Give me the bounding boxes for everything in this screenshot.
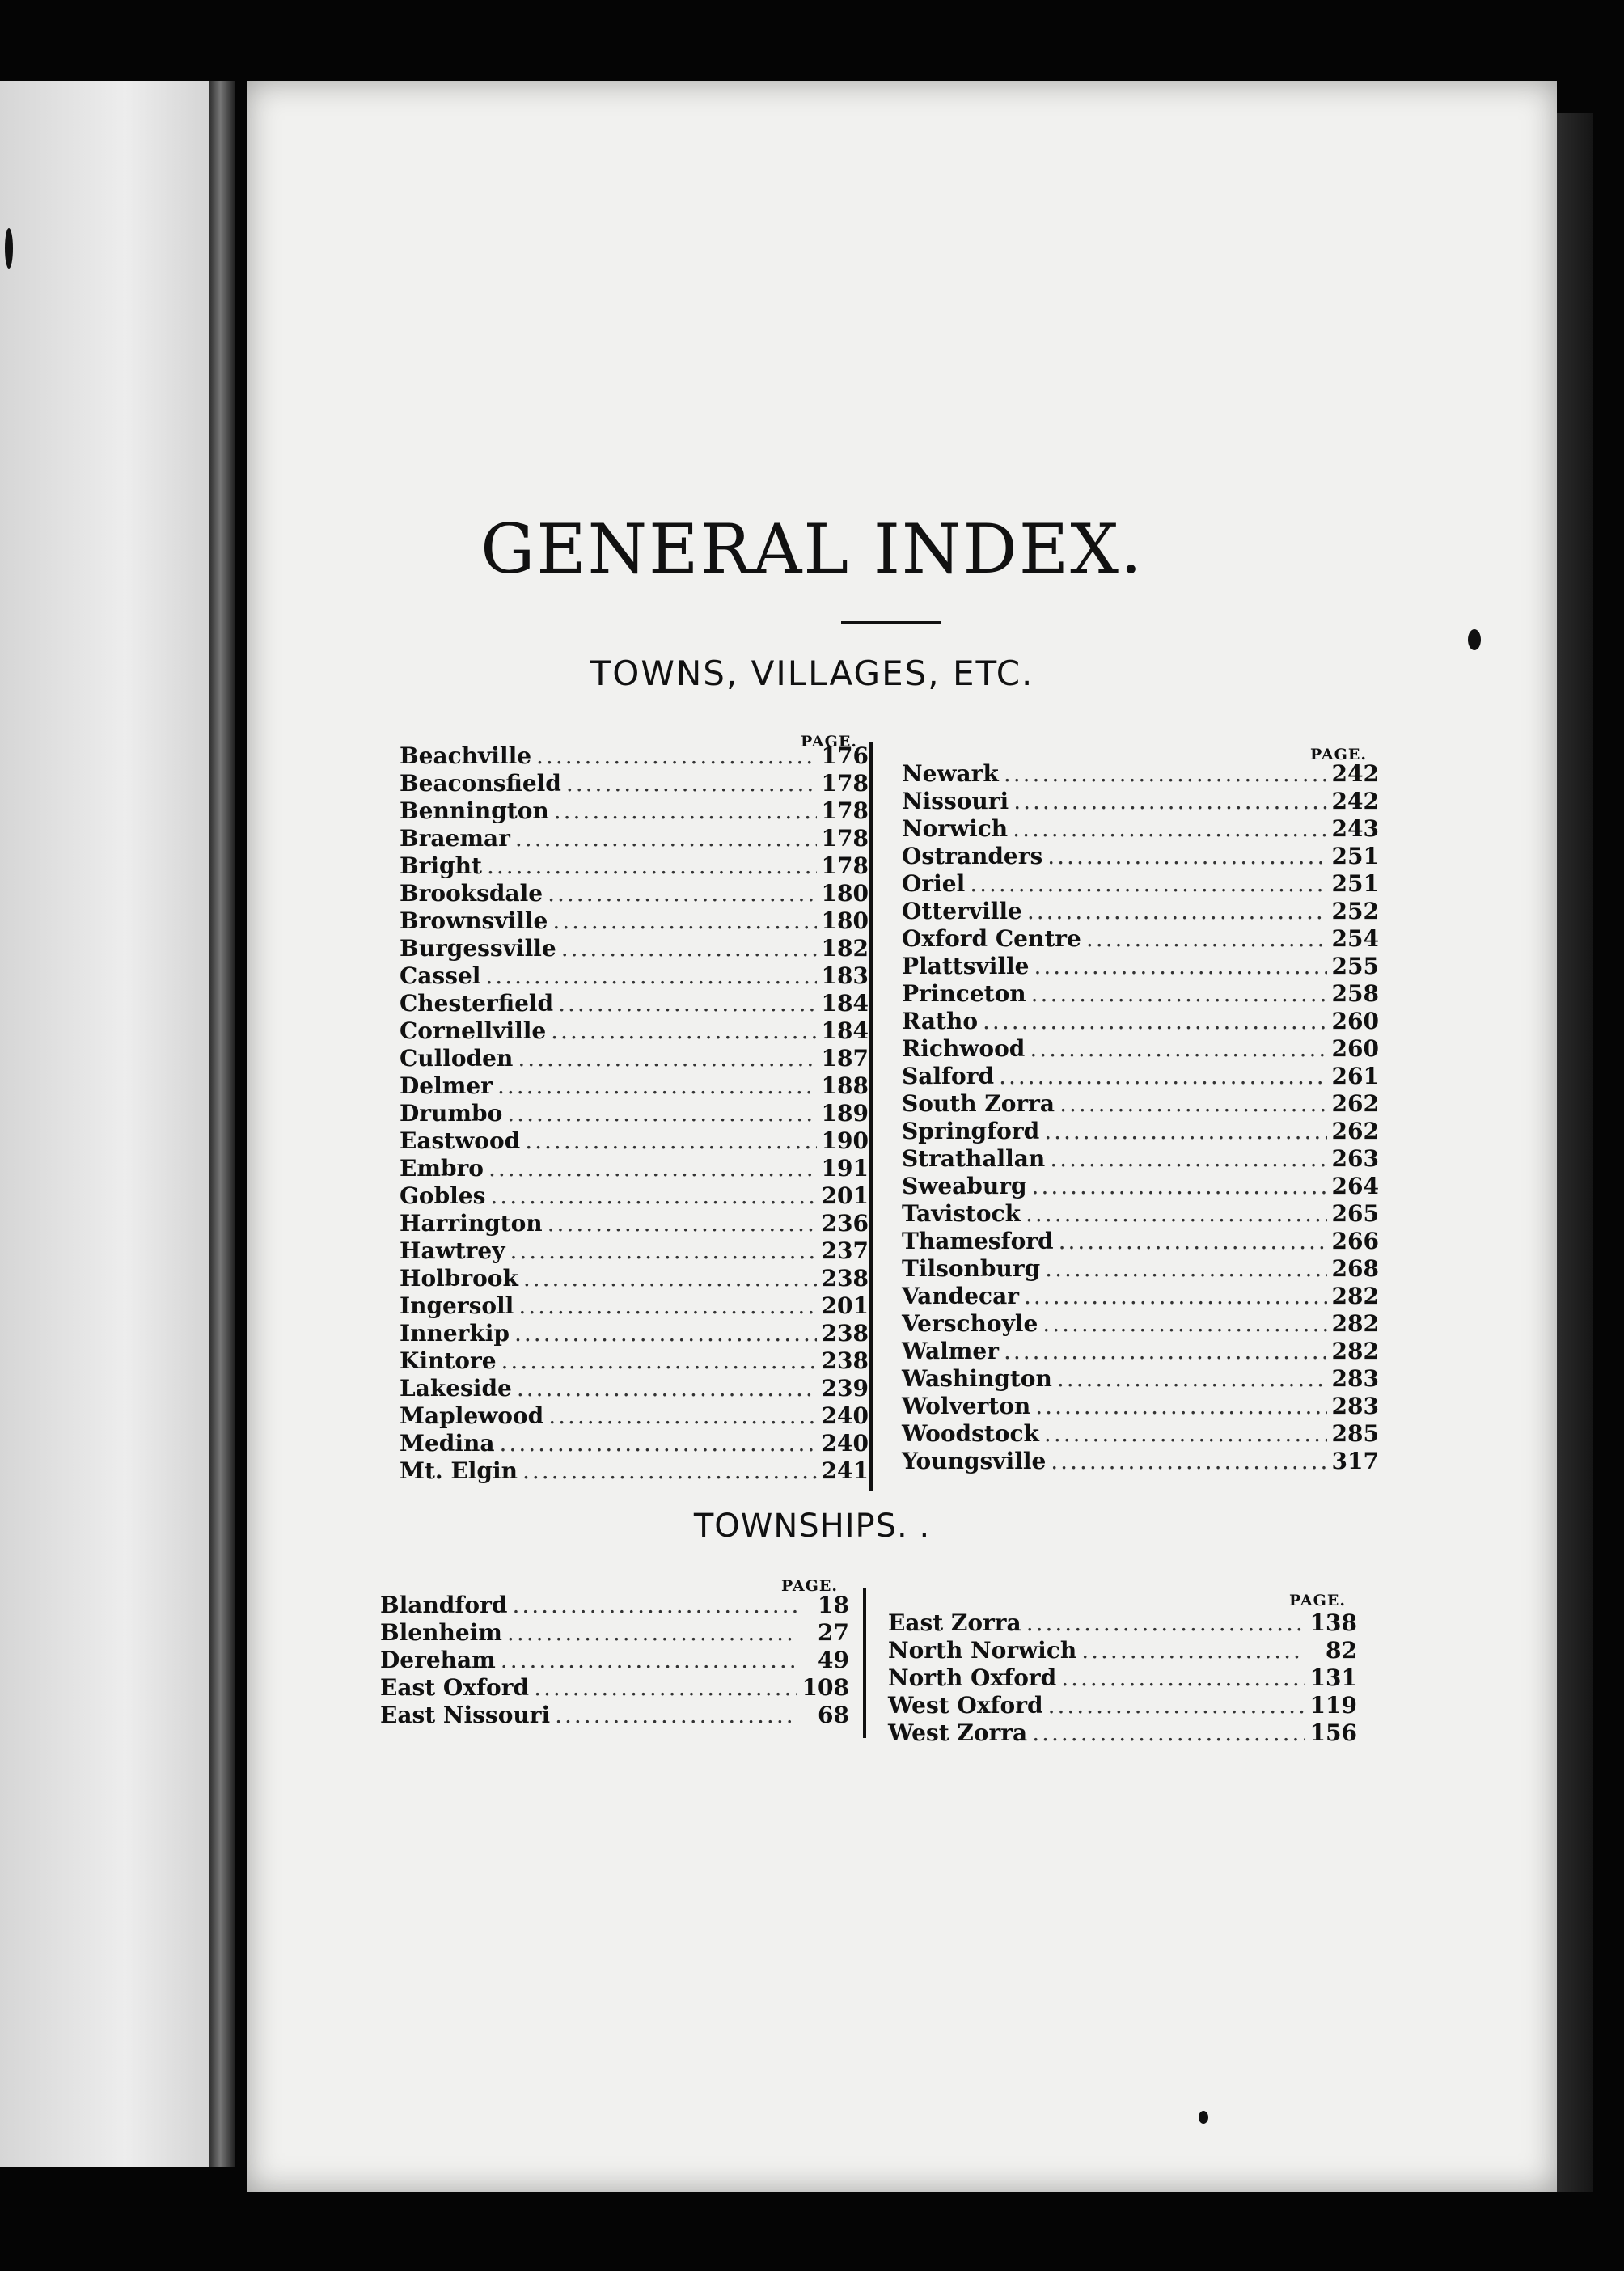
entry-name: Chesterfield — [400, 990, 554, 1017]
dot-leader — [551, 1017, 816, 1044]
entry-name: Newark — [902, 760, 999, 787]
index-entry — [902, 1090, 1379, 1118]
book-spine — [209, 81, 235, 2167]
entry-name: Brownsville — [400, 907, 548, 934]
entry-page-number: 242 — [1331, 788, 1379, 814]
index-entry — [400, 825, 869, 852]
entry-name: Beachville — [400, 742, 532, 769]
dot-leader — [1044, 1118, 1326, 1144]
entry-name: Washington — [902, 1365, 1052, 1392]
index-entry — [888, 1664, 1357, 1692]
dot-leader — [501, 1347, 817, 1374]
index-entry — [902, 1200, 1379, 1228]
dot-leader — [1030, 1035, 1326, 1062]
dot-leader — [510, 1237, 816, 1264]
index-entry — [400, 1375, 869, 1402]
dot-leader — [1061, 1664, 1305, 1691]
entry-page-number: 68 — [818, 1702, 849, 1728]
entry-page-number: 49 — [818, 1647, 849, 1673]
entry-name: Woodstock — [902, 1420, 1039, 1447]
index-entry — [888, 1719, 1357, 1747]
entry-name: Beaconsfield — [400, 770, 561, 797]
title-rule — [841, 621, 941, 624]
index-entry — [400, 880, 869, 907]
entry-page-number: 240 — [821, 1402, 869, 1429]
towns-list-right — [902, 760, 1379, 1475]
dot-leader — [507, 1100, 816, 1127]
dot-leader — [501, 1647, 797, 1673]
entry-page-number: 176 — [821, 742, 869, 769]
entry-name: Blenheim — [380, 1619, 502, 1646]
index-entry — [902, 1173, 1379, 1200]
entry-page-number: 201 — [821, 1182, 869, 1209]
entry-name: East Nissouri — [380, 1702, 551, 1728]
dot-leader — [500, 1430, 817, 1457]
entry-page-number: 243 — [1331, 815, 1379, 842]
entry-page-number: 184 — [821, 1017, 869, 1044]
dot-leader — [555, 1702, 797, 1728]
entry-page-number: 156 — [1309, 1719, 1357, 1746]
ink-speck — [5, 228, 13, 269]
entry-page-number: 251 — [1331, 843, 1379, 869]
page-edge-shadow — [1557, 113, 1593, 2192]
entry-name: Dereham — [380, 1647, 496, 1673]
dot-leader — [1059, 1228, 1327, 1254]
entry-name: Springford — [902, 1118, 1040, 1144]
dot-leader — [517, 1375, 817, 1402]
dot-leader — [1004, 760, 1327, 787]
index-entry — [902, 843, 1379, 870]
entry-page-number: 188 — [821, 1072, 869, 1099]
entry-page-number: 131 — [1309, 1664, 1357, 1691]
ink-speck — [1199, 2111, 1208, 2124]
entry-page-number: 238 — [821, 1320, 869, 1347]
entry-name: Plattsville — [902, 953, 1030, 979]
index-entry — [400, 1045, 869, 1072]
ink-speck — [1468, 629, 1481, 650]
index-entry — [902, 1420, 1379, 1448]
index-entry — [902, 1228, 1379, 1255]
entry-name: Youngsville — [902, 1448, 1047, 1474]
index-entry — [902, 980, 1379, 1008]
entry-page-number: 27 — [818, 1619, 849, 1646]
entry-name: East Oxford — [380, 1674, 530, 1701]
index-entry — [902, 1008, 1379, 1035]
entry-page-number: 241 — [821, 1457, 869, 1484]
entry-page-number: 180 — [821, 880, 869, 907]
entry-page-number: 285 — [1331, 1420, 1379, 1447]
dot-leader — [534, 1674, 797, 1701]
townships-list-right — [888, 1609, 1357, 1747]
entry-name: Blandford — [380, 1592, 508, 1618]
townships-list-left — [380, 1592, 849, 1729]
entry-name: Bennington — [400, 797, 549, 824]
index-entry — [400, 1292, 869, 1320]
index-entry — [902, 1035, 1379, 1063]
index-entry — [400, 1402, 869, 1430]
index-entry — [400, 1320, 869, 1347]
entry-page-number: 251 — [1331, 870, 1379, 897]
dot-leader — [1034, 953, 1326, 979]
index-entry — [400, 797, 869, 825]
entry-page-number: 238 — [821, 1347, 869, 1374]
index-entry — [400, 852, 869, 880]
index-entry — [400, 1155, 869, 1182]
dot-leader — [552, 907, 816, 934]
entry-page-number: 283 — [1331, 1365, 1379, 1392]
entry-name: Strathallan — [902, 1145, 1046, 1172]
dot-leader — [514, 1320, 817, 1347]
entry-name: Oxford Centre — [902, 925, 1081, 952]
index-entry — [902, 1338, 1379, 1365]
dot-leader — [522, 1457, 817, 1484]
dot-leader — [518, 1292, 816, 1319]
index-entry — [400, 990, 869, 1017]
entry-name: Vandecar — [902, 1283, 1019, 1309]
dot-leader — [561, 935, 817, 962]
entry-name: Burgessville — [400, 935, 556, 962]
entry-page-number: 317 — [1331, 1448, 1379, 1474]
index-entry — [902, 1063, 1379, 1090]
entry-page-number: 119 — [1309, 1692, 1357, 1719]
dot-leader — [518, 1045, 816, 1072]
towns-list-left — [400, 742, 869, 1485]
dot-leader — [1013, 788, 1326, 814]
dot-leader — [1026, 1609, 1305, 1636]
index-entry — [400, 1457, 869, 1485]
entry-page-number: 240 — [821, 1430, 869, 1457]
index-entry — [902, 1118, 1379, 1145]
entry-page-number: 282 — [1331, 1283, 1379, 1309]
entry-name: Embro — [400, 1155, 484, 1182]
entry-page-number: 260 — [1331, 1008, 1379, 1034]
entry-name: Innerkip — [400, 1320, 510, 1347]
entry-page-number: 264 — [1331, 1173, 1379, 1199]
entry-page-number: 239 — [821, 1375, 869, 1402]
index-entry — [902, 1365, 1379, 1393]
dot-leader — [1032, 1173, 1327, 1199]
entry-name: Salford — [902, 1063, 995, 1089]
index-entry — [400, 962, 869, 990]
dot-leader — [1024, 1283, 1327, 1309]
entry-name: Bright — [400, 852, 482, 879]
entry-page-number: 182 — [821, 935, 869, 962]
index-entry — [400, 935, 869, 962]
dot-leader — [999, 1063, 1326, 1089]
bleed-through-text — [485, 178, 1375, 226]
dot-leader — [525, 1127, 816, 1154]
index-entry — [400, 1127, 869, 1155]
entry-page-number: 252 — [1331, 898, 1379, 924]
dot-leader — [548, 1210, 817, 1237]
index-entry — [380, 1592, 849, 1619]
entry-name: Otterville — [902, 898, 1022, 924]
entry-name: Holbrook — [400, 1265, 518, 1292]
entry-name: Kintore — [400, 1347, 497, 1374]
index-entry — [902, 1448, 1379, 1475]
entry-page-number: 190 — [821, 1127, 869, 1154]
index-entry — [400, 1100, 869, 1127]
entry-page-number: 187 — [821, 1045, 869, 1072]
entry-name: Nissouri — [902, 788, 1009, 814]
index-entry — [902, 953, 1379, 980]
entry-name: Oriel — [902, 870, 966, 897]
entry-page-number: 262 — [1331, 1118, 1379, 1144]
entry-name: Cassel — [400, 962, 481, 989]
index-entry — [400, 1017, 869, 1045]
entry-name: Maplewood — [400, 1402, 544, 1429]
index-entry — [380, 1674, 849, 1702]
entry-name: Drumbo — [400, 1100, 503, 1127]
dot-leader — [548, 880, 816, 907]
index-entry — [902, 1255, 1379, 1283]
entry-name: Norwich — [902, 815, 1009, 842]
entry-name: East Zorra — [888, 1609, 1021, 1636]
entry-page-number: 237 — [821, 1237, 869, 1264]
entry-name: Richwood — [902, 1035, 1026, 1062]
dot-leader — [548, 1402, 816, 1429]
entry-name: Verschoyle — [902, 1310, 1038, 1337]
entry-page-number: 178 — [821, 825, 869, 852]
index-entry — [400, 1237, 869, 1265]
page-column-header: PAGE. — [801, 733, 857, 751]
dot-leader — [1042, 1310, 1326, 1337]
dot-leader — [507, 1619, 797, 1646]
entry-page-number: 183 — [821, 962, 869, 989]
entry-page-number: 178 — [821, 852, 869, 879]
index-entry — [380, 1647, 849, 1674]
entry-page-number: 191 — [821, 1155, 869, 1182]
entry-name: Lakeside — [400, 1375, 512, 1402]
dot-leader — [1047, 843, 1326, 869]
dot-leader — [1050, 1145, 1326, 1172]
entry-name: Gobles — [400, 1182, 486, 1209]
page-title: GENERAL INDEX. — [480, 510, 1144, 589]
entry-name: Walmer — [902, 1338, 999, 1364]
index-entry — [902, 760, 1379, 788]
entry-name: Thamesford — [902, 1228, 1054, 1254]
entry-page-number: 238 — [821, 1265, 869, 1292]
dot-leader — [566, 770, 817, 797]
entry-name: North Oxford — [888, 1664, 1057, 1691]
entry-name: Tilsonburg — [902, 1255, 1041, 1282]
column-divider — [869, 742, 873, 1491]
index-entry — [400, 907, 869, 935]
entry-name: Wolverton — [902, 1393, 1031, 1419]
entry-page-number: 108 — [801, 1674, 849, 1701]
page-column-header: PAGE. — [1310, 746, 1367, 763]
index-entry — [902, 788, 1379, 815]
entry-page-number: 184 — [821, 990, 869, 1017]
column-divider — [863, 1588, 866, 1738]
index-entry — [902, 815, 1379, 843]
index-entry — [400, 1265, 869, 1292]
index-entry — [400, 1430, 869, 1457]
entry-page-number: 180 — [821, 907, 869, 934]
index-entry — [380, 1702, 849, 1729]
dot-leader — [1031, 980, 1327, 1007]
dot-leader — [512, 1592, 797, 1618]
entry-name: Hawtrey — [400, 1237, 505, 1264]
entry-name: Delmer — [400, 1072, 493, 1099]
dot-leader — [497, 1072, 817, 1099]
dot-leader — [1026, 1200, 1327, 1227]
index-entry — [902, 1283, 1379, 1310]
dot-leader — [488, 1155, 817, 1182]
dot-leader — [490, 1182, 816, 1209]
section-heading-townships: TOWNSHIPS. . — [693, 1508, 931, 1545]
dot-leader — [1048, 1692, 1305, 1719]
entry-page-number: 266 — [1331, 1228, 1379, 1254]
index-entry — [902, 1310, 1379, 1338]
dot-leader — [1044, 1420, 1327, 1447]
entry-name: Braemar — [400, 825, 510, 852]
entry-name: Harrington — [400, 1210, 543, 1237]
entry-page-number: 262 — [1331, 1090, 1379, 1117]
index-entry — [902, 898, 1379, 925]
entry-page-number: 236 — [821, 1210, 869, 1237]
section-heading-towns: TOWNS, VILLAGES, ETC. — [590, 653, 1034, 693]
entry-page-number: 178 — [821, 770, 869, 797]
entry-page-number: 258 — [1331, 980, 1379, 1007]
dot-leader — [1051, 1448, 1326, 1474]
dot-leader — [1027, 898, 1327, 924]
entry-page-number: 82 — [1326, 1637, 1357, 1664]
index-entry — [902, 1393, 1379, 1420]
entry-name: Cornellville — [400, 1017, 547, 1044]
dot-leader — [1081, 1637, 1305, 1664]
index-entry — [400, 742, 869, 770]
dot-leader — [523, 1265, 817, 1292]
entry-page-number: 18 — [818, 1592, 849, 1618]
entry-name: Princeton — [902, 980, 1026, 1007]
dot-leader — [970, 870, 1326, 897]
dot-leader — [536, 742, 817, 769]
entry-page-number: 265 — [1331, 1200, 1379, 1227]
entry-name: Ostranders — [902, 843, 1043, 869]
dot-leader — [485, 962, 816, 989]
entry-page-number: 189 — [821, 1100, 869, 1127]
index-entry — [888, 1609, 1357, 1637]
index-entry — [888, 1692, 1357, 1719]
entry-page-number: 254 — [1331, 925, 1379, 952]
dot-leader — [1004, 1338, 1327, 1364]
dot-leader — [1032, 1719, 1305, 1746]
index-entry — [400, 1072, 869, 1100]
index-entry — [380, 1619, 849, 1647]
facing-page-edge — [0, 81, 228, 2167]
entry-name: Eastwood — [400, 1127, 521, 1154]
dot-leader — [1035, 1393, 1326, 1419]
entry-name: Mt. Elgin — [400, 1457, 518, 1484]
dot-leader — [515, 825, 817, 852]
entry-page-number: 201 — [821, 1292, 869, 1319]
entry-page-number: 263 — [1331, 1145, 1379, 1172]
entry-page-number: 242 — [1331, 760, 1379, 787]
entry-name: Culloden — [400, 1045, 514, 1072]
page-column-header: PAGE. — [1289, 1592, 1346, 1609]
dot-leader — [1059, 1090, 1326, 1117]
entry-page-number: 268 — [1331, 1255, 1379, 1282]
index-entry — [400, 1210, 869, 1237]
entry-page-number: 283 — [1331, 1393, 1379, 1419]
entry-page-number: 255 — [1331, 953, 1379, 979]
entry-page-number: 282 — [1331, 1338, 1379, 1364]
entry-name: Tavistock — [902, 1200, 1021, 1227]
entry-name: North Norwich — [888, 1637, 1077, 1664]
entry-name: Sweaburg — [902, 1173, 1027, 1199]
entry-page-number: 138 — [1309, 1609, 1357, 1636]
entry-name: Medina — [400, 1430, 495, 1457]
entry-page-number: 260 — [1331, 1035, 1379, 1062]
entry-page-number: 178 — [821, 797, 869, 824]
entry-page-number: 282 — [1331, 1310, 1379, 1337]
entry-name: Brooksdale — [400, 880, 543, 907]
dot-leader — [1013, 815, 1326, 842]
dot-leader — [554, 797, 817, 824]
index-entry — [400, 1347, 869, 1375]
dot-leader — [983, 1008, 1327, 1034]
entry-page-number: 261 — [1331, 1063, 1379, 1089]
index-entry — [888, 1637, 1357, 1664]
dot-leader — [1057, 1365, 1327, 1392]
entry-name: Ingersoll — [400, 1292, 514, 1319]
index-entry — [902, 870, 1379, 898]
index-entry — [400, 770, 869, 797]
dot-leader — [1045, 1255, 1326, 1282]
entry-name: West Oxford — [888, 1692, 1043, 1719]
page-column-header: PAGE. — [781, 1577, 838, 1595]
index-entry — [902, 925, 1379, 953]
entry-name: West Zorra — [888, 1719, 1028, 1746]
entry-name: South Zorra — [902, 1090, 1055, 1117]
entry-name: Ratho — [902, 1008, 979, 1034]
index-entry — [400, 1182, 869, 1210]
dot-leader — [487, 852, 817, 879]
index-entry — [902, 1145, 1379, 1173]
dot-leader — [1086, 925, 1327, 952]
dot-leader — [558, 990, 816, 1017]
